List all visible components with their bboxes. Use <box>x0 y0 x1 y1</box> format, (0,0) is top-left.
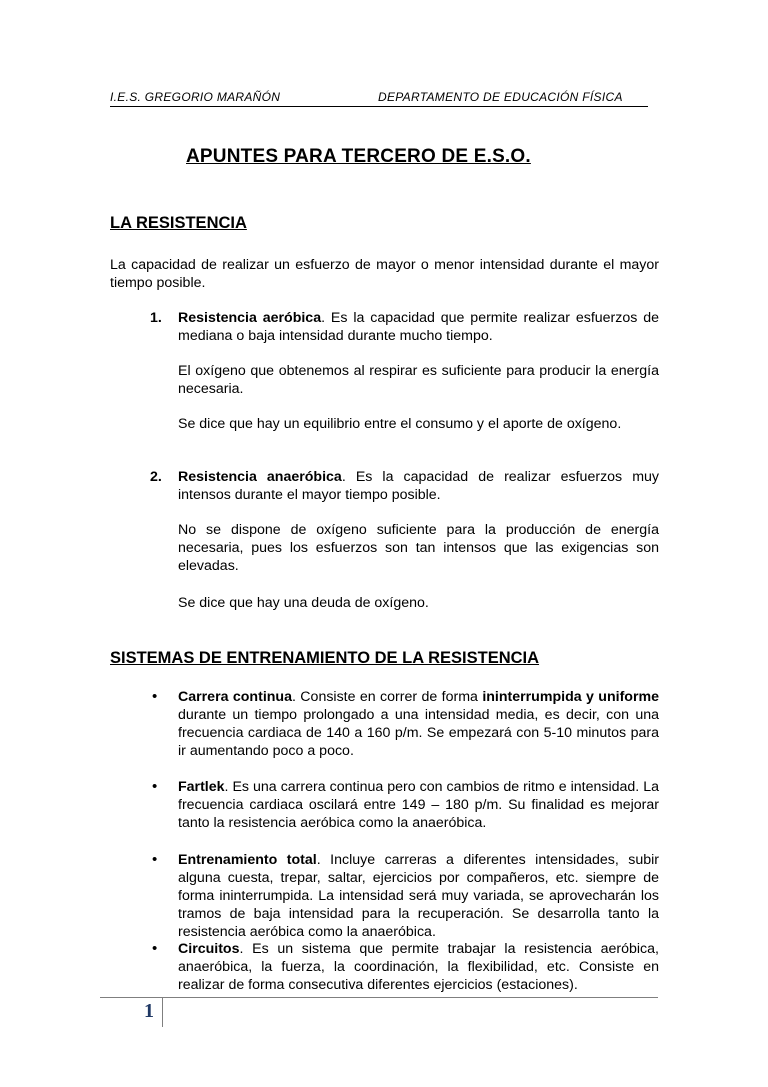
term-carrera-continua: Carrera continua <box>178 689 292 705</box>
term-circuitos: Circuitos <box>178 941 240 957</box>
footer-divider <box>100 997 658 998</box>
footer-vertical-divider <box>162 997 163 1027</box>
department-name: DEPARTAMENTO DE EDUCACIÓN FÍSICA <box>378 90 623 104</box>
list-item-aerobica <box>150 309 659 345</box>
bullet-icon: • <box>152 851 158 868</box>
carrera-text-2: durante un tiempo prolongado a una intensidad media, es decir, con una frecuencia cardiaca de 140 a 160 p/m. Se empezará con 5-10 minutos para ir aumentando poco a poco. <box>178 707 659 759</box>
bullet-icon: • <box>152 940 158 957</box>
term-fartlek: Fartlek <box>178 779 225 795</box>
term-aerobica: Resistencia aeróbica <box>178 310 322 326</box>
list-number: 2. <box>150 469 162 485</box>
page-number: 1 <box>144 1000 154 1022</box>
anaerobica-text: . Es la capacidad de realizar esfuerzos muy intensos durante el mayor tiempo posible. <box>178 469 659 503</box>
fartlek-text: . Es una carrera continua pero con cambios de ritmo e intensidad. La frecuencia cardiaca oscilará entre 149 – 180 p/m. Su finalidad es mejorar tanto la resistencia aeróbica como la anaeróbica. <box>178 779 659 831</box>
resistencia-definition: La capacidad de realizar un esfuerzo de mayor o menor intensidad durante el mayor tiempo posible. <box>110 257 659 291</box>
term-ininterrumpida: ininterrumpida y uniforme <box>482 689 659 705</box>
aerobica-text: . Es la capacidad que permite realizar esfuerzos de mediana o baja intensidad durante mucho tiempo. <box>178 310 659 344</box>
term-anaerobica: Resistencia anaeróbica <box>178 469 342 485</box>
bullet-icon: • <box>152 778 158 795</box>
list-item-carrera-continua <box>150 688 659 760</box>
bullet-icon: • <box>152 688 158 705</box>
anaerobica-paragraph-3: Se dice que hay una deuda de oxígeno. <box>178 595 429 611</box>
term-entrenamiento-total: Entrenamiento total <box>178 852 317 868</box>
list-item-anaerobica <box>150 468 659 504</box>
section-heading-resistencia: LA RESISTENCIA <box>110 214 247 232</box>
document-title: APUNTES PARA TERCERO DE E.S.O. <box>186 146 531 167</box>
list-number: 1. <box>150 310 162 326</box>
circuitos-text: . Es un sistema que permite trabajar la resistencia aeróbica, anaeróbica, la fuerza, la coordinación, la flexibilidad, etc. Consiste en realizar de forma consecutiva diferentes ejercicios (estaciones). <box>178 941 659 993</box>
school-name: I.E.S. GREGORIO MARAÑÓN <box>110 90 281 104</box>
list-item-circuitos <box>150 940 659 994</box>
entrenamiento-text: . Incluye carreras a diferentes intensidades, subir alguna cuesta, trepar, saltar, ejercicios por compañeros, etc. siempre de forma ininterrumpida. La intensidad será muy variada, se aprovecharán los tramos de baja intensidad para la recuperación. Se desarrolla tanto la resistencia aeróbica como la anaeróbica. <box>178 852 660 940</box>
carrera-text-1: . Consiste en correr de forma <box>291 689 483 705</box>
section-heading-sistemas: SISTEMAS DE ENTRENAMIENTO DE LA RESISTENCIA <box>110 649 540 667</box>
page-header <box>110 90 648 107</box>
list-item-entrenamiento-total <box>150 851 659 941</box>
aerobica-paragraph-2: El oxígeno que obtenemos al respirar es suficiente para producir la energía necesaria. <box>178 363 659 397</box>
aerobica-paragraph-3: Se dice que hay un equilibrio entre el consumo y el aporte de oxígeno. <box>178 416 622 432</box>
list-item-fartlek <box>150 778 659 832</box>
anaerobica-paragraph-2: No se dispone de oxígeno suficiente para la producción de energía necesaria, pues los esfuerzos son tan intensos que las exigencias son elevadas. <box>178 522 659 574</box>
